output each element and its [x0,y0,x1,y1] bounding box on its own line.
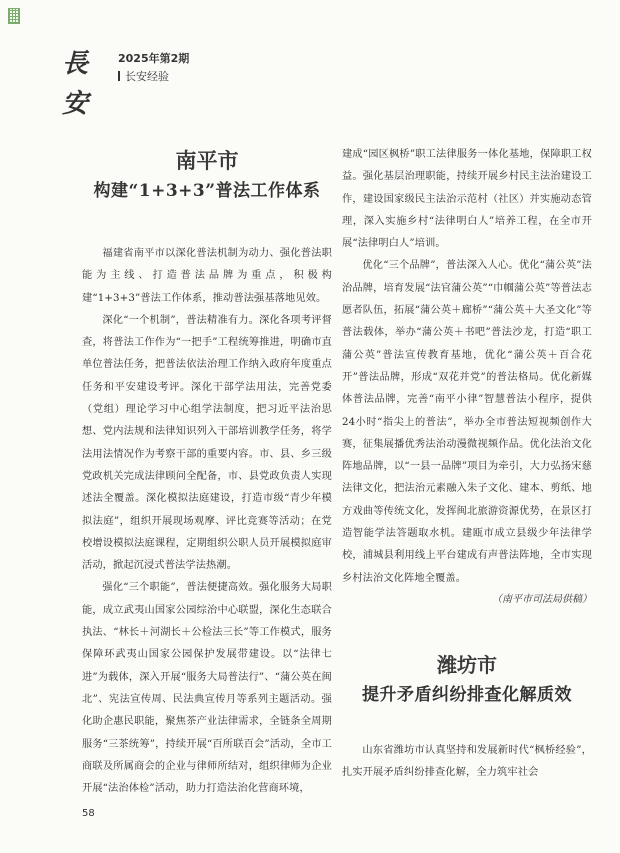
article2-paragraph: 山东省潍坊市认真坚持和发展新时代“枫桥经验”，扎实开展矛盾纠纷排查化解，全力筑牢社会 [342,745,592,779]
corner-grid-icon [8,8,20,24]
article1-paragraph: 强化“三个职能”，普法便捷高效。强化服务大局职能，成立武夷山国家公园综治中心联盟，深化生态联合执法、“林长＋河湖长＋公检法三长”等工作模式，服务保障环武夷山国家公园保护发展带建设。以“法律七进”为载体，深入开展“服务大局普法行”、“蒲公英在闽北”、宪法宣传周、民法典宣传月等系列主题活动。强化助企惠民职能，聚焦茶产业法律需求，全链条全周期服务“三茶统筹”，持续开展“百所联百会”活动，全市工商联及所属商会的企业与律师所结对，组织律师为企业开展“法治体检”活动，助力打造法治化营商环境， [82,582,332,795]
article1-source: （南平市司法局供稿） [492,593,592,605]
article2-city: 潍坊市 [437,653,497,677]
article2-body [342,740,592,785]
article1-paragraph: 优化“三个品牌”，普法深入人心。优化“蒲公英”法治品牌，培育发展“法官蒲公英”“巾帼蒲公英”等普法志愿者队伍，拓展“蒲公英＋廊桥”“蒲公英＋大圣文化”等普法载体，举办“蒲公英＋书吧”普法沙龙，打造“职工蒲公英”普法宣传教育基地，优化“蒲公英＋百合花开”普法品牌，形成“双花并党”的普法格局。优化新媒体普法品牌，完善“南平小律”智慧普法小程序，提供24小时“指尖上的普法”，举办全市普法短视频创作大赛，征集展播优秀法治动漫微视频作品。优化法治文化阵地品牌，以“一县一品牌”项目为牵引，大力弘扬宋慈法律文化，把法治元素融入朱子文化、建本、剪纸、地方戏曲等传统文化，发挥闽北旅游资源优势，在景区打造智能学法答题取水机。建瓯市成立县级少年法律学校，浦城县利用线上平台建成有声普法阵地，全市实现乡村法治文化阵地全覆盖。 [342,260,592,584]
article1-city: 南平市 [175,148,239,173]
section-label [118,68,169,84]
section-divider [118,71,120,81]
article2-heading [342,652,592,708]
article1-paragraph: 福建省南平市以深化普法机制为动力、强化普法职能为主线、打造普法品牌为重点，积极构建“1+3+3”普法工作体系，推动普法强基落地见效。 [82,248,332,304]
article2-title: 提升矛盾纠纷排查化解质效 [362,685,572,705]
page-number: 58 [82,808,95,819]
section-label-text: 长安经验 [125,70,169,83]
magazine-logo: 長安 [62,49,87,119]
article1-paragraph: 建成“园区枫桥”职工法律服务一体化基地，保障职工权益。强化基层治理职能，持续开展乡村民主法治建设工作，建设国家级民主法治示范村（社区）并实施动态管理，深入实施乡村“法律明白人”培养工程，在全市开展“法律明白人”培训。 [342,149,592,250]
article1-heading [82,148,332,204]
article1-paragraph: 深化“一个机制”，普法精准有力。深化各项考评督查，将普法工作作为“一把手”工程统筹推进，明确市直单位普法任务，把普法依法治理工作纳入政府年度重点任务和平安建设考评。深化干部学法用法，完善党委（党组）理论学习中心组学法制度，把习近平法治思想、党内法规和法律知识列入干部培训教学任务，将学法用法情况作为考察干部的重要内容。市、县、乡三级党政机关完成法律顾问全配备，市、县党政负责人实现述法全覆盖。深化模拟法庭建设，打造市级“青少年模拟法庭”，组织开展现场观摩、评比竞赛等活动；在党校增设模拟法庭课程，定期组织公职人员开展模拟庭审活动，掀起沉浸式普法学法热潮。 [82,314,332,572]
article1-body-left [82,243,332,800]
article1-body-right [342,144,592,610]
issue-number: 2025年第2期 [118,52,190,65]
article1-title: 构建“1+3+3”普法工作体系 [93,181,321,201]
